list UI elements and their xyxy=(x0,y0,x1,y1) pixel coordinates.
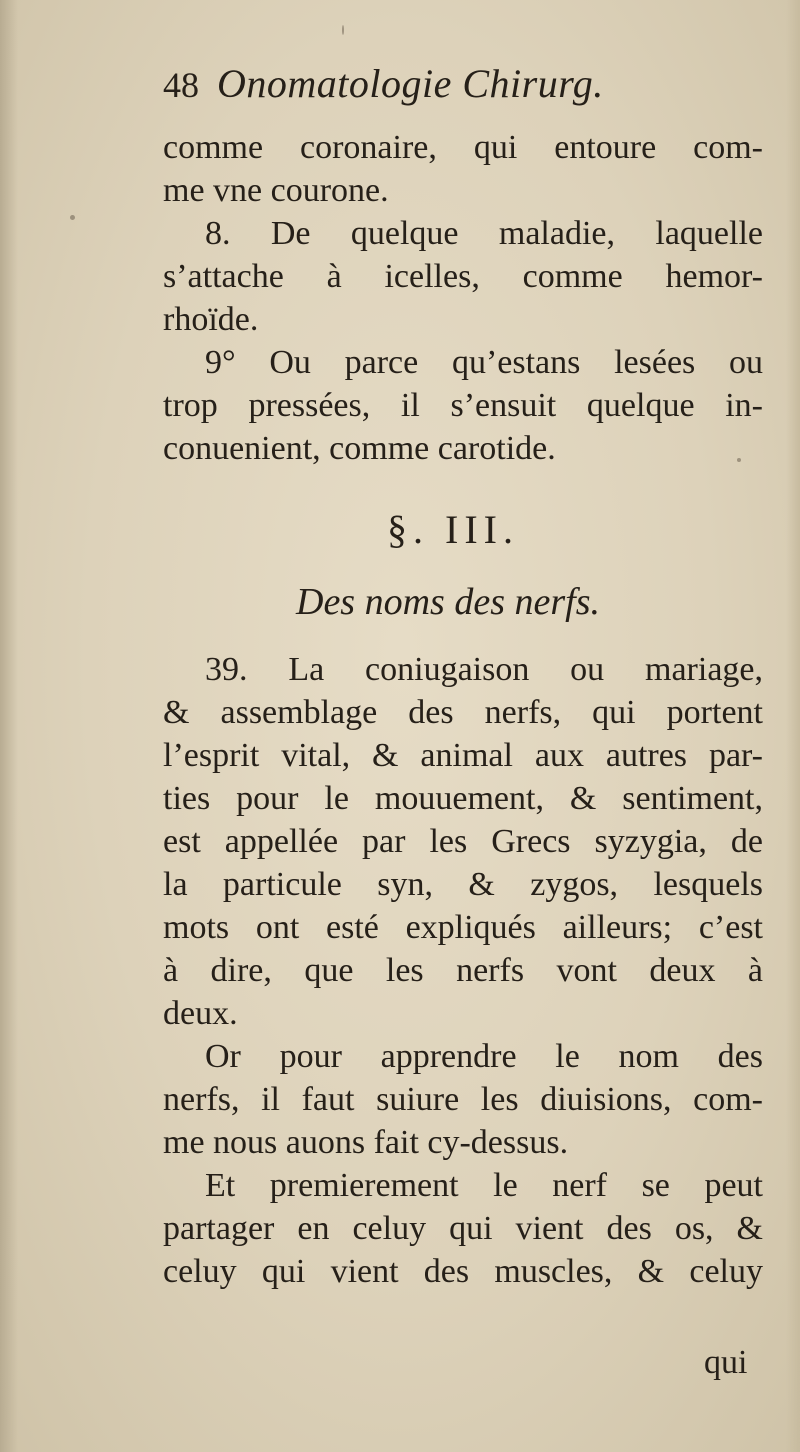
text-line: mots ont esté expliqués ailleurs; c’est xyxy=(163,909,763,946)
text-line: partager en celuy qui vient des os, & xyxy=(163,1210,763,1247)
text-line: 9° Ou parce qu’estans lesées ou xyxy=(205,344,763,381)
paper-speck xyxy=(342,25,344,35)
text-line: nerfs, il faut suiure les diuisions, com- xyxy=(163,1081,763,1118)
text-line: la particule syn, & zygos, lesquels xyxy=(163,866,763,903)
section-number: §. III. xyxy=(387,507,519,552)
running-header xyxy=(163,62,763,124)
paper-speck xyxy=(70,215,75,220)
text-line: à dire, que les nerfs vont deux à xyxy=(163,952,763,989)
text-line: s’attache à icelles, comme hemor- xyxy=(163,258,763,295)
text-line: Or pour apprendre le nom des xyxy=(205,1038,763,1075)
text-line: deux. xyxy=(163,995,238,1032)
text-line: 39. La coniugaison ou mariage, xyxy=(205,651,763,688)
page-edge-shadow xyxy=(786,0,800,1452)
text-line: me vne courone. xyxy=(163,172,389,209)
text-line: me nous auons fait cy-dessus. xyxy=(163,1124,569,1161)
text-line: Et premierement le nerf se peut xyxy=(205,1167,763,1204)
text-line: l’esprit vital, & animal aux autres par- xyxy=(163,737,763,774)
running-title: Onomatologie Chirurg. xyxy=(217,61,604,106)
text-line: est appellée par les Grecs syzygia, de xyxy=(163,823,763,860)
page-number: 48 xyxy=(163,65,199,105)
page-text xyxy=(163,62,763,1293)
text-line: rhoïde. xyxy=(163,301,259,338)
catchword: qui xyxy=(704,1344,748,1381)
section-title: Des noms des nerfs. xyxy=(296,581,600,623)
text-line: comme coronaire, qui entoure com- xyxy=(163,129,763,166)
text-line: trop pressées, il s’ensuit quelque in- xyxy=(163,387,763,424)
text-line: celuy qui vient des muscles, & celuy xyxy=(163,1253,763,1290)
text-line: ties pour le mouuement, & sentiment, xyxy=(163,780,763,817)
text-line: conuenient, comme carotide. xyxy=(163,430,556,467)
text-line: 8. De quelque maladie, laquelle xyxy=(205,215,763,252)
text-line: & assemblage des nerfs, qui portent xyxy=(163,694,763,731)
page-gutter-shadow xyxy=(0,0,18,1452)
